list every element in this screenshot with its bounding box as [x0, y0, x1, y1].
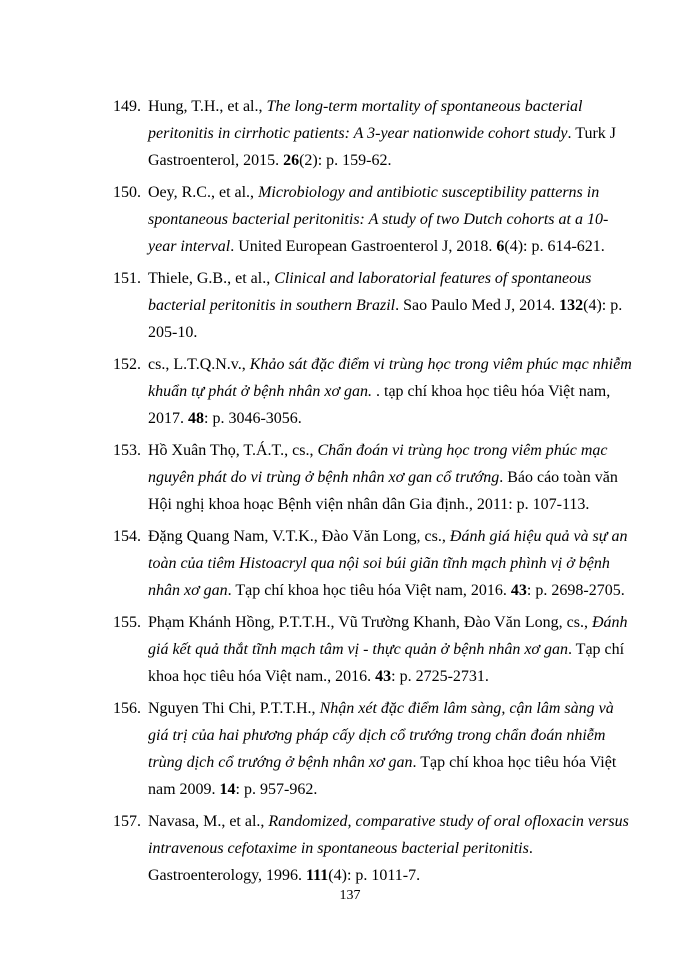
- reference-journal: . Tạp chí khoa học tiêu hóa Việt nam., 2016.: [148, 641, 625, 685]
- reference-pages: (4): p. 1011-7.: [328, 867, 421, 884]
- reference-number: 152.: [113, 356, 141, 373]
- reference-pages: : p. 3046-3056.: [204, 410, 302, 427]
- reference-item: [113, 523, 635, 604]
- reference-authors: Đặng Quang Nam, V.T.K., Đào Văn Long, cs.,: [148, 528, 450, 545]
- reference-item: [113, 179, 635, 260]
- reference-item: [113, 695, 635, 803]
- reference-pages: : p. 957-962.: [235, 781, 318, 798]
- reference-item: [113, 265, 635, 346]
- reference-item: [113, 351, 635, 432]
- reference-journal: . Sao Paulo Med J, 2014.: [395, 297, 560, 314]
- reference-item: [113, 93, 635, 174]
- reference-authors: Phạm Khánh Hồng, P.T.T.H., Vũ Trường Khanh, Đào Văn Long, cs.,: [148, 614, 592, 631]
- reference-pages: : p. 2725-2731.: [391, 668, 489, 685]
- reference-volume: 43: [375, 668, 392, 685]
- reference-journal: . Báo cáo toàn văn Hội nghị khoa hoạc Bệnh viện nhân dân Gia định., 2011: p. 107-113.: [148, 469, 618, 513]
- reference-title: Khảo sát đặc điểm vi trùng học trong viêm phúc mạc nhiễm khuẩn tự phát ở bệnh nhân xơ gan.: [148, 356, 632, 400]
- reference-pages: (2): p. 159-62.: [299, 152, 392, 169]
- reference-authors: Thiele, G.B., et al.,: [148, 270, 275, 287]
- reference-volume: 26: [283, 152, 300, 169]
- reference-title: Đánh giá hiệu quả và sự an toàn của tiêm Histoacryl qua nội soi búi giãn tĩnh mạch phình vị ở bệnh nhân xơ gan: [148, 528, 628, 599]
- reference-journal: . Tạp chí khoa học tiêu hóa Việt nam 2009.: [148, 754, 617, 798]
- reference-number: 150.: [113, 184, 141, 201]
- reference-number: 153.: [113, 442, 141, 459]
- reference-title: Chẩn đoán vi trùng học trong viêm phúc mạc nguyên phát do vi trùng ở bệnh nhân xơ gan cổ trướng: [148, 442, 608, 486]
- reference-journal: . United European Gastroenterol J, 2018.: [230, 238, 497, 255]
- reference-number: 156.: [113, 700, 141, 717]
- reference-pages: (4): p. 205-10.: [148, 297, 623, 341]
- reference-authors: Hồ Xuân Thọ, T.Á.T., cs.,: [148, 442, 318, 459]
- reference-number: 157.: [113, 813, 141, 830]
- reference-authors: cs., L.T.Q.N.v.,: [148, 356, 250, 373]
- reference-number: 149.: [113, 98, 141, 115]
- reference-title: Microbiology and antibiotic susceptibility patterns in spontaneous bacterial peritonitis: A study of two Dutch cohorts at a 10-year interval: [148, 184, 609, 255]
- reference-volume: 43: [510, 582, 527, 599]
- reference-pages: : p. 2698-2705.: [526, 582, 625, 599]
- reference-item: [113, 437, 635, 518]
- reference-number: 155.: [113, 614, 141, 631]
- page-number: 137: [339, 888, 361, 903]
- reference-number: 151.: [113, 270, 141, 287]
- reference-list: [113, 93, 635, 894]
- reference-title: Nhận xét đặc điểm lâm sàng, cận lâm sàng và giá trị của hai phương pháp cấy dịch cổ trướng trong chẩn đoán nhiễm trùng dịch cổ trướng ở bệnh nhân xơ gan: [148, 700, 614, 771]
- reference-item: [113, 609, 635, 690]
- reference-authors: Oey, R.C., et al.,: [148, 184, 259, 201]
- reference-journal: . Gastroenterology, 1996.: [148, 840, 533, 884]
- reference-volume: 14: [219, 781, 236, 798]
- reference-journal: . tạp chí khoa học tiêu hóa Việt nam, 2017.: [148, 383, 611, 427]
- reference-pages: (4): p. 614-621.: [504, 238, 605, 255]
- reference-authors: Navasa, M., et al.,: [148, 813, 269, 830]
- reference-title: Randomized, comparative study of oral ofloxacin versus intravenous cefotaxime in spontaneous bacterial peritonitis: [148, 813, 629, 857]
- reference-authors: Hung, T.H., et al.,: [148, 98, 267, 115]
- reference-journal: . Turk J Gastroenterol, 2015.: [148, 125, 617, 169]
- reference-volume: 48: [188, 410, 204, 427]
- reference-journal: . Tạp chí khoa học tiêu hóa Việt nam, 2016.: [227, 582, 511, 599]
- reference-volume: 111: [306, 867, 329, 884]
- reference-volume: 6: [496, 238, 505, 255]
- reference-title: The long-term mortality of spontaneous bacterial peritonitis in cirrhotic patients: A 3-year nationwide cohort study: [148, 98, 583, 142]
- reference-title: Đánh giá kết quả thắt tĩnh mạch tâm vị - thực quản ở bệnh nhân xơ gan: [148, 614, 628, 658]
- reference-volume: 132: [559, 297, 584, 314]
- reference-authors: Nguyen Thi Chi, P.T.T.H.,: [148, 700, 320, 717]
- reference-number: 154.: [113, 528, 141, 545]
- reference-title: Clinical and laboratorial features of spontaneous bacterial peritonitis in southern Brazil: [148, 270, 592, 314]
- reference-item: [113, 808, 635, 889]
